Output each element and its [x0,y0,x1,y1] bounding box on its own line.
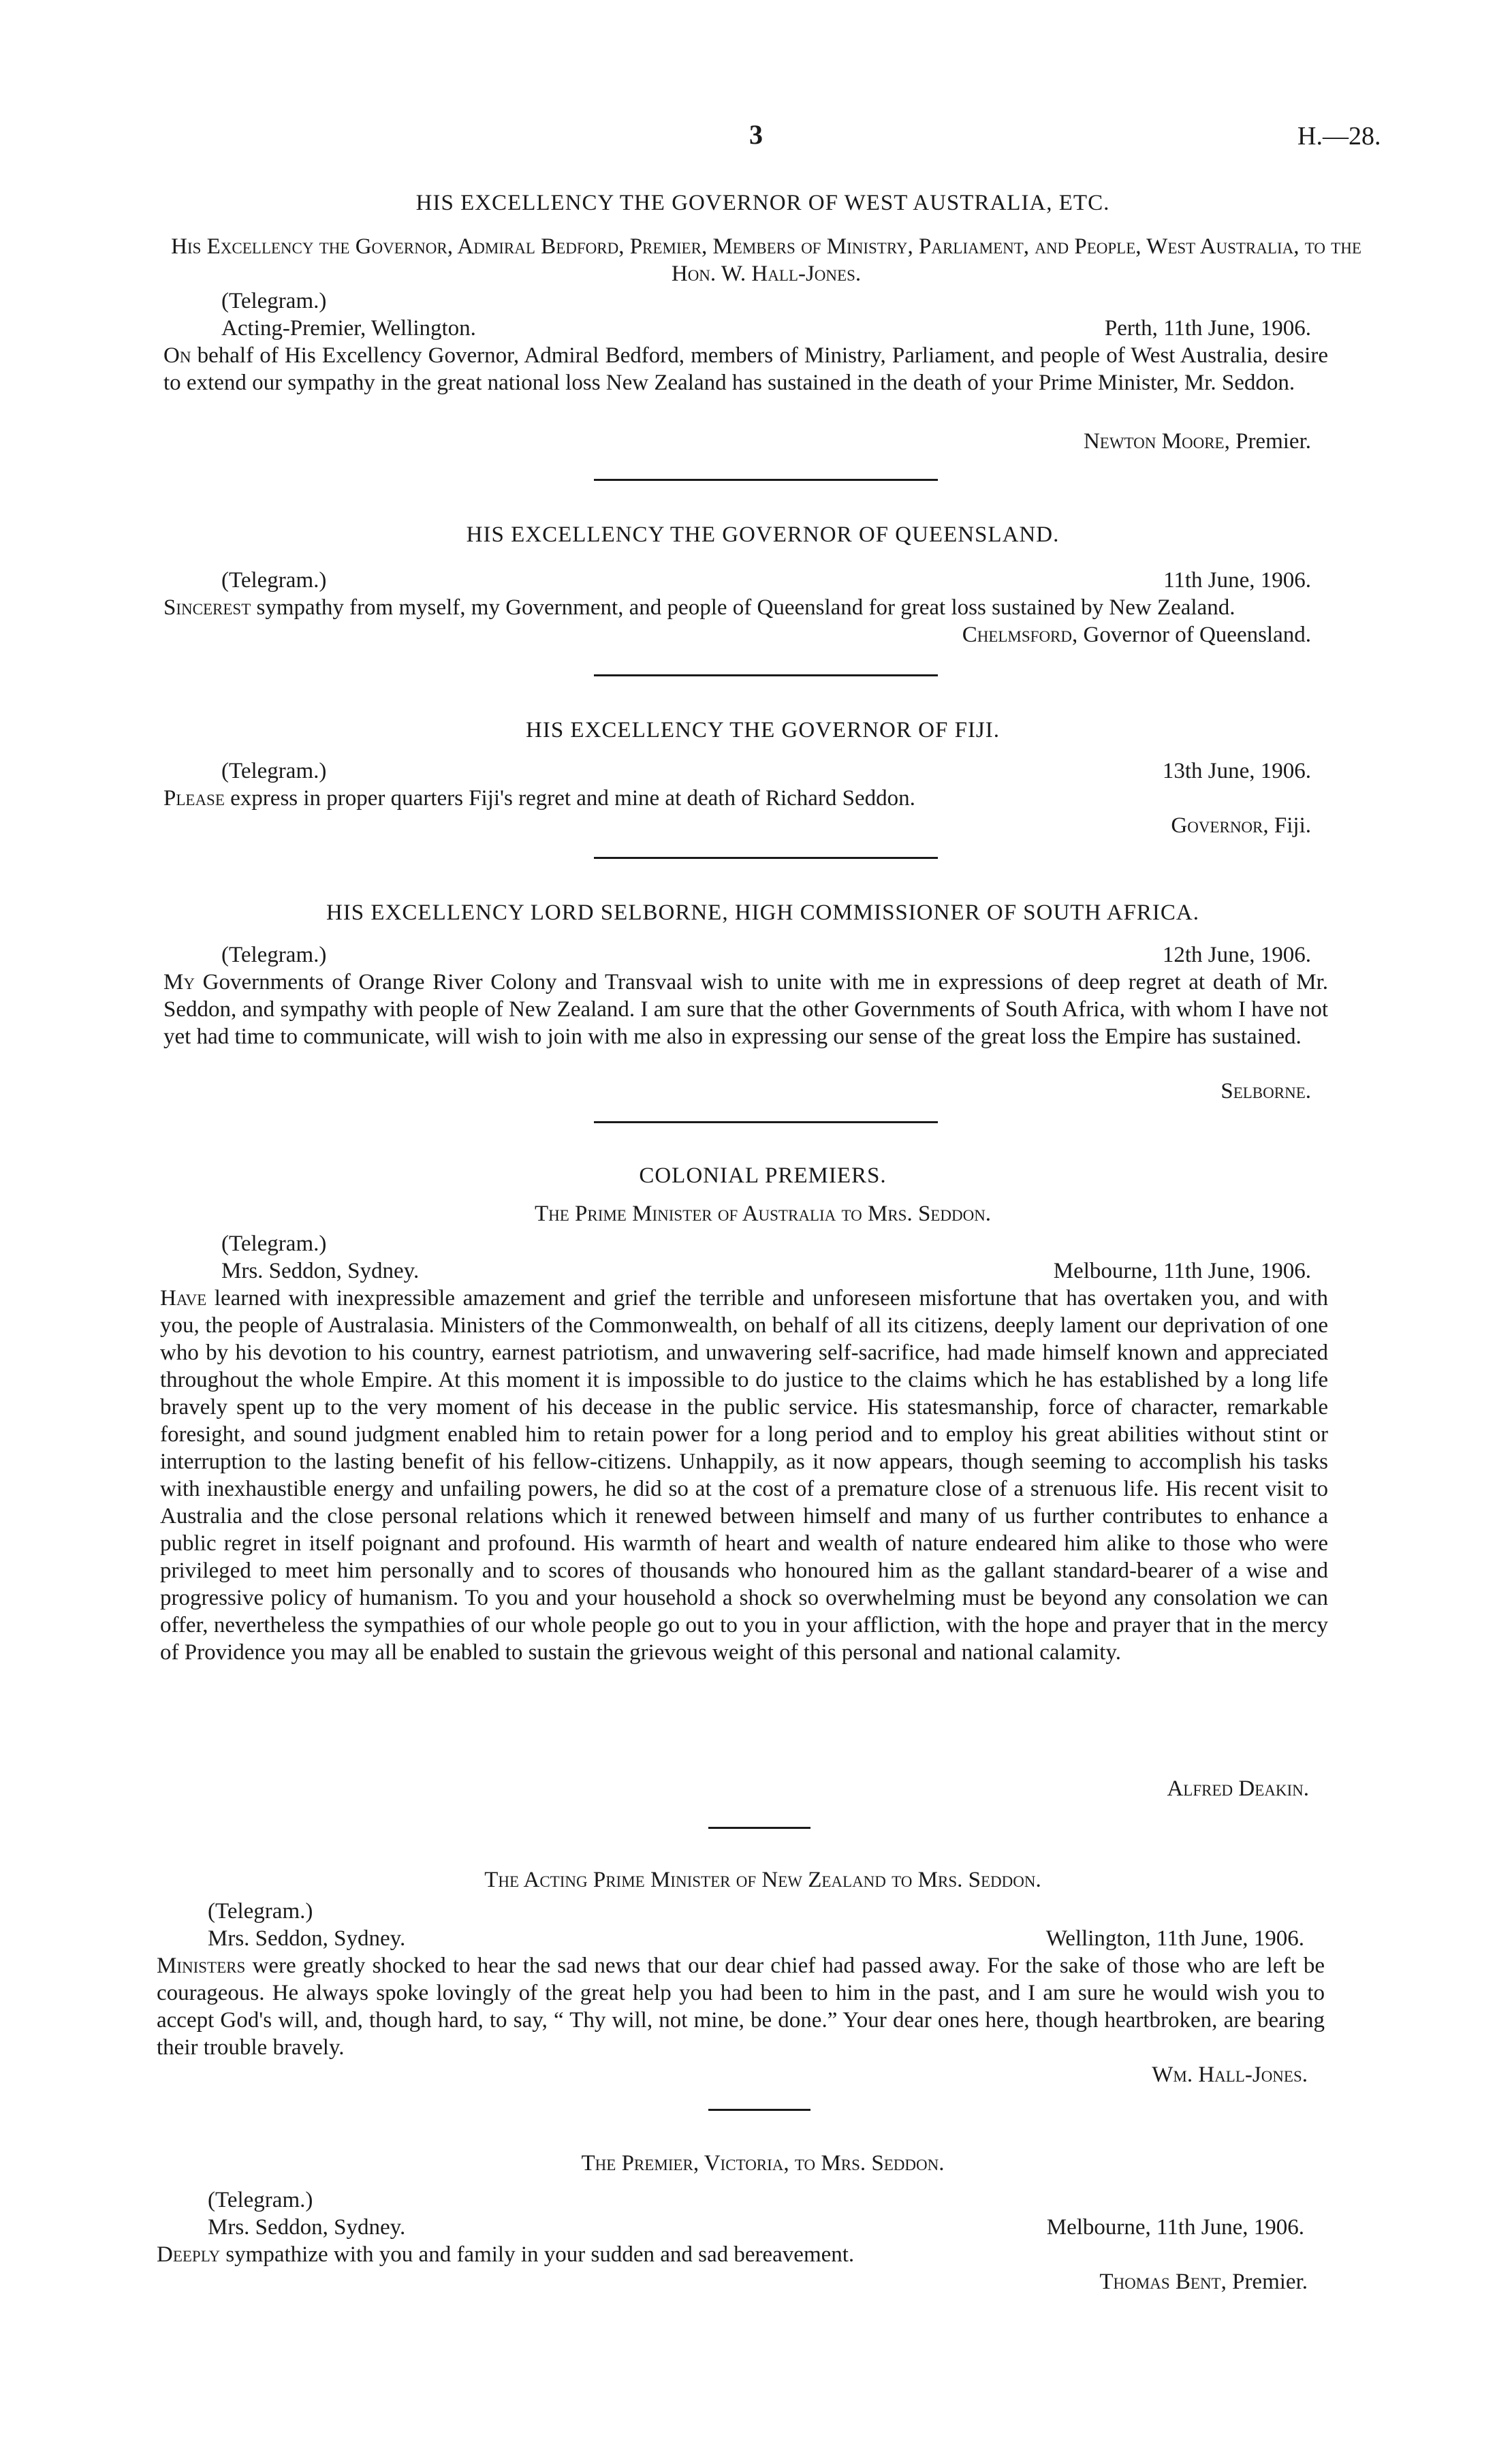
s2-signature-name: Chelmsford, [962,623,1078,647]
section-queensland-title: HIS EXCELLENCY THE GOVERNOR OF QUEENSLAND. [466,522,1060,547]
s6-medium: (Telegram.) [208,1899,313,1924]
s1-lead-word: On [163,343,191,368]
s7-body: sympathize with you and family in your sudden and sad bereavement. [220,2242,855,2267]
s5-signature: Alfred Deakin. [1167,1776,1309,1801]
s7-signature-title: Premier. [1232,2270,1308,2294]
document-reference: H.—28. [1297,122,1381,151]
s7-place-date: Melbourne, 11th June, 1906. [1046,2215,1304,2240]
s2-message [163,594,1328,621]
section-colonial-premiers-title: COLONIAL PREMIERS. [639,1163,887,1188]
page-number: 3 [749,119,763,150]
s3-date: 13th June, 1906. [1162,759,1311,783]
s4-date: 12th June, 1906. [1162,943,1311,967]
s2-signature [749,621,1311,648]
s2-medium: (Telegram.) [221,568,327,593]
s1-signature-title: Premier. [1235,429,1311,454]
s7-recipient: Mrs. Seddon, Sydney. [208,2215,406,2240]
s7-subtitle: The Premier, Victoria, to Mrs. Seddon. [581,2151,945,2176]
s2-signature-title: Governor of Queensland. [1083,623,1311,647]
section-west-australia-title: HIS EXCELLENCY THE GOVERNOR OF WEST AUSTRALIA, ETC. [415,191,1110,215]
s1-medium: (Telegram.) [221,289,327,313]
s2-lead-word: Sincerest [163,595,251,620]
divider [708,2109,810,2111]
s4-signature: Selborne. [1220,1079,1311,1103]
divider [708,1827,810,1829]
s1-address: His Excellency the Governor, Admiral Bedford, Premier, Members of Ministry, Parliament, and People, West Australia, to the Hon. W. Hall-Jones. [171,234,1361,286]
s3-signature-name: Governor, [1171,813,1269,838]
s4-lead-word: My [163,970,195,994]
s4-body: Governments of Orange River Colony and Transvaal wish to unite with me in expressions of deep regret at death of Mr. Seddon, and sympathy with people of New Zealand. I am sure that the other Governments of South Africa, with whom I have not yet had time to communicate, will wish to join with me also in expressing our sense of the great loss the Empire has sustained. [163,970,1328,1049]
s3-lead-word: Please [163,786,225,811]
s7-signature-name: Thomas Bent, [1099,2270,1227,2294]
divider [594,857,938,859]
s6-subtitle: The Acting Prime Minister of New Zealand to Mrs. Seddon. [484,1868,1041,1892]
s1-body: behalf of His Excellency Governor, Admiral Bedford, members of Ministry, Parliament, and people of West Australia, desire to extend our sympathy in the great national loss New Zealand has sustained in the death of your Prime Minister, Mr. Seddon. [163,343,1328,395]
s4-medium: (Telegram.) [221,943,327,967]
s3-message [163,785,1328,812]
s7-lead-word: Deeply [157,2242,221,2267]
s1-message [163,342,1328,396]
section-selborne-title: HIS EXCELLENCY LORD SELBORNE, HIGH COMMISSIONER OF SOUTH AFRICA. [326,900,1200,925]
s7-signature [749,2268,1308,2295]
s6-signature: Wm. Hall-Jones. [1152,2063,1308,2087]
s6-message [157,1952,1325,2061]
s6-place-date: Wellington, 11th June, 1906. [1045,1926,1304,1951]
s6-recipient: Mrs. Seddon, Sydney. [208,1926,406,1951]
s1-signature [749,428,1311,455]
s2-body: sympathy from myself, my Government, and people of Queensland for great loss sustained by New Zealand. [251,595,1235,620]
s3-signature-title: Fiji. [1274,813,1311,838]
s1-signature-name: Newton Moore, [1083,429,1230,454]
s3-medium: (Telegram.) [221,759,327,783]
s7-medium: (Telegram.) [208,2188,313,2212]
s7-message [157,2241,1321,2268]
section-fiji-title: HIS EXCELLENCY THE GOVERNOR OF FIJI. [526,718,1000,742]
s3-signature [749,812,1311,839]
s5-body: learned with inexpressible amazement and grief the terrible and unforeseen misfortune that has overtaken you, and with you, the people of Australasia. Ministers of the Commonwealth, on behalf of all its citizens, deeply lament our deprivation of one who by his devotion to his country, earnest patriotism, and unwavering self-sacrifice, had made himself known and appreciated throughout the whole Empire. At this moment it is impossible to do justice to the claims which he has established by a long life bravely spent up to the very moment of his decease in the public service. His statesmanship, force of character, remarkable foresight, and sound judgment enabled him to retain power for a long period and to employ his great abilities without stint or interruption to the lasting benefit of his fellow-citizens. Unhappily, as it now appears, though seeming to accomplish his tasks with inexhaustible energy and unfailing powers, he did so at the cost of a premature close of a strenuous life. His recent visit to Australia and the close personal relations which it renewed between himself and many of us further contributes to enhance a public regret in itself poignant and profound. His warmth of heart and wealth of nature endeared him alike to those who were privileged to meet him personally and to scores of thousands who honoured him as the gallant standard-bearer of a wise and progressive policy of humanism. To you and your household a shock so overwhelming must be beyond any consolation we can offer, nevertheless the sympathies of our whole people go out to you in your affliction, with the hope and prayer that in the mercy of Providence you may all be enabled to sustain the grievous weight of this personal and national calamity. [160,1286,1328,1665]
s6-lead-word: Ministers [157,1954,246,1978]
s1-recipient: Acting-Premier, Wellington. [221,316,476,341]
s1-place-date: Perth, 11th June, 1906. [1104,316,1311,341]
s5-recipient: Mrs. Seddon, Sydney. [221,1259,420,1283]
s5-message [160,1285,1328,1666]
divider [594,1121,938,1123]
s3-body: express in proper quarters Fiji's regret and mine at death of Richard Seddon. [224,786,915,811]
divider [594,479,938,481]
s2-date: 11th June, 1906. [1163,568,1311,593]
s5-place-date: Melbourne, 11th June, 1906. [1053,1259,1311,1283]
divider [594,674,938,676]
s5-lead-word: Have [160,1286,207,1311]
s5-subtitle: The Prime Minister of Australia to Mrs. Seddon. [534,1202,992,1226]
s6-body: were greatly shocked to hear the sad news that our dear chief had passed away. For the sake of those who are left be courageous. He always spoke lovingly of the great help you had been to him in the past, and I am sure he would wish you to accept God's will, and, though hard, to say, “ Thy will, not mine, be done.” Your dear ones here, though heartbroken, are bearing their trouble bravely. [157,1954,1325,2060]
s4-message [163,969,1328,1050]
s5-medium: (Telegram.) [221,1232,327,1256]
